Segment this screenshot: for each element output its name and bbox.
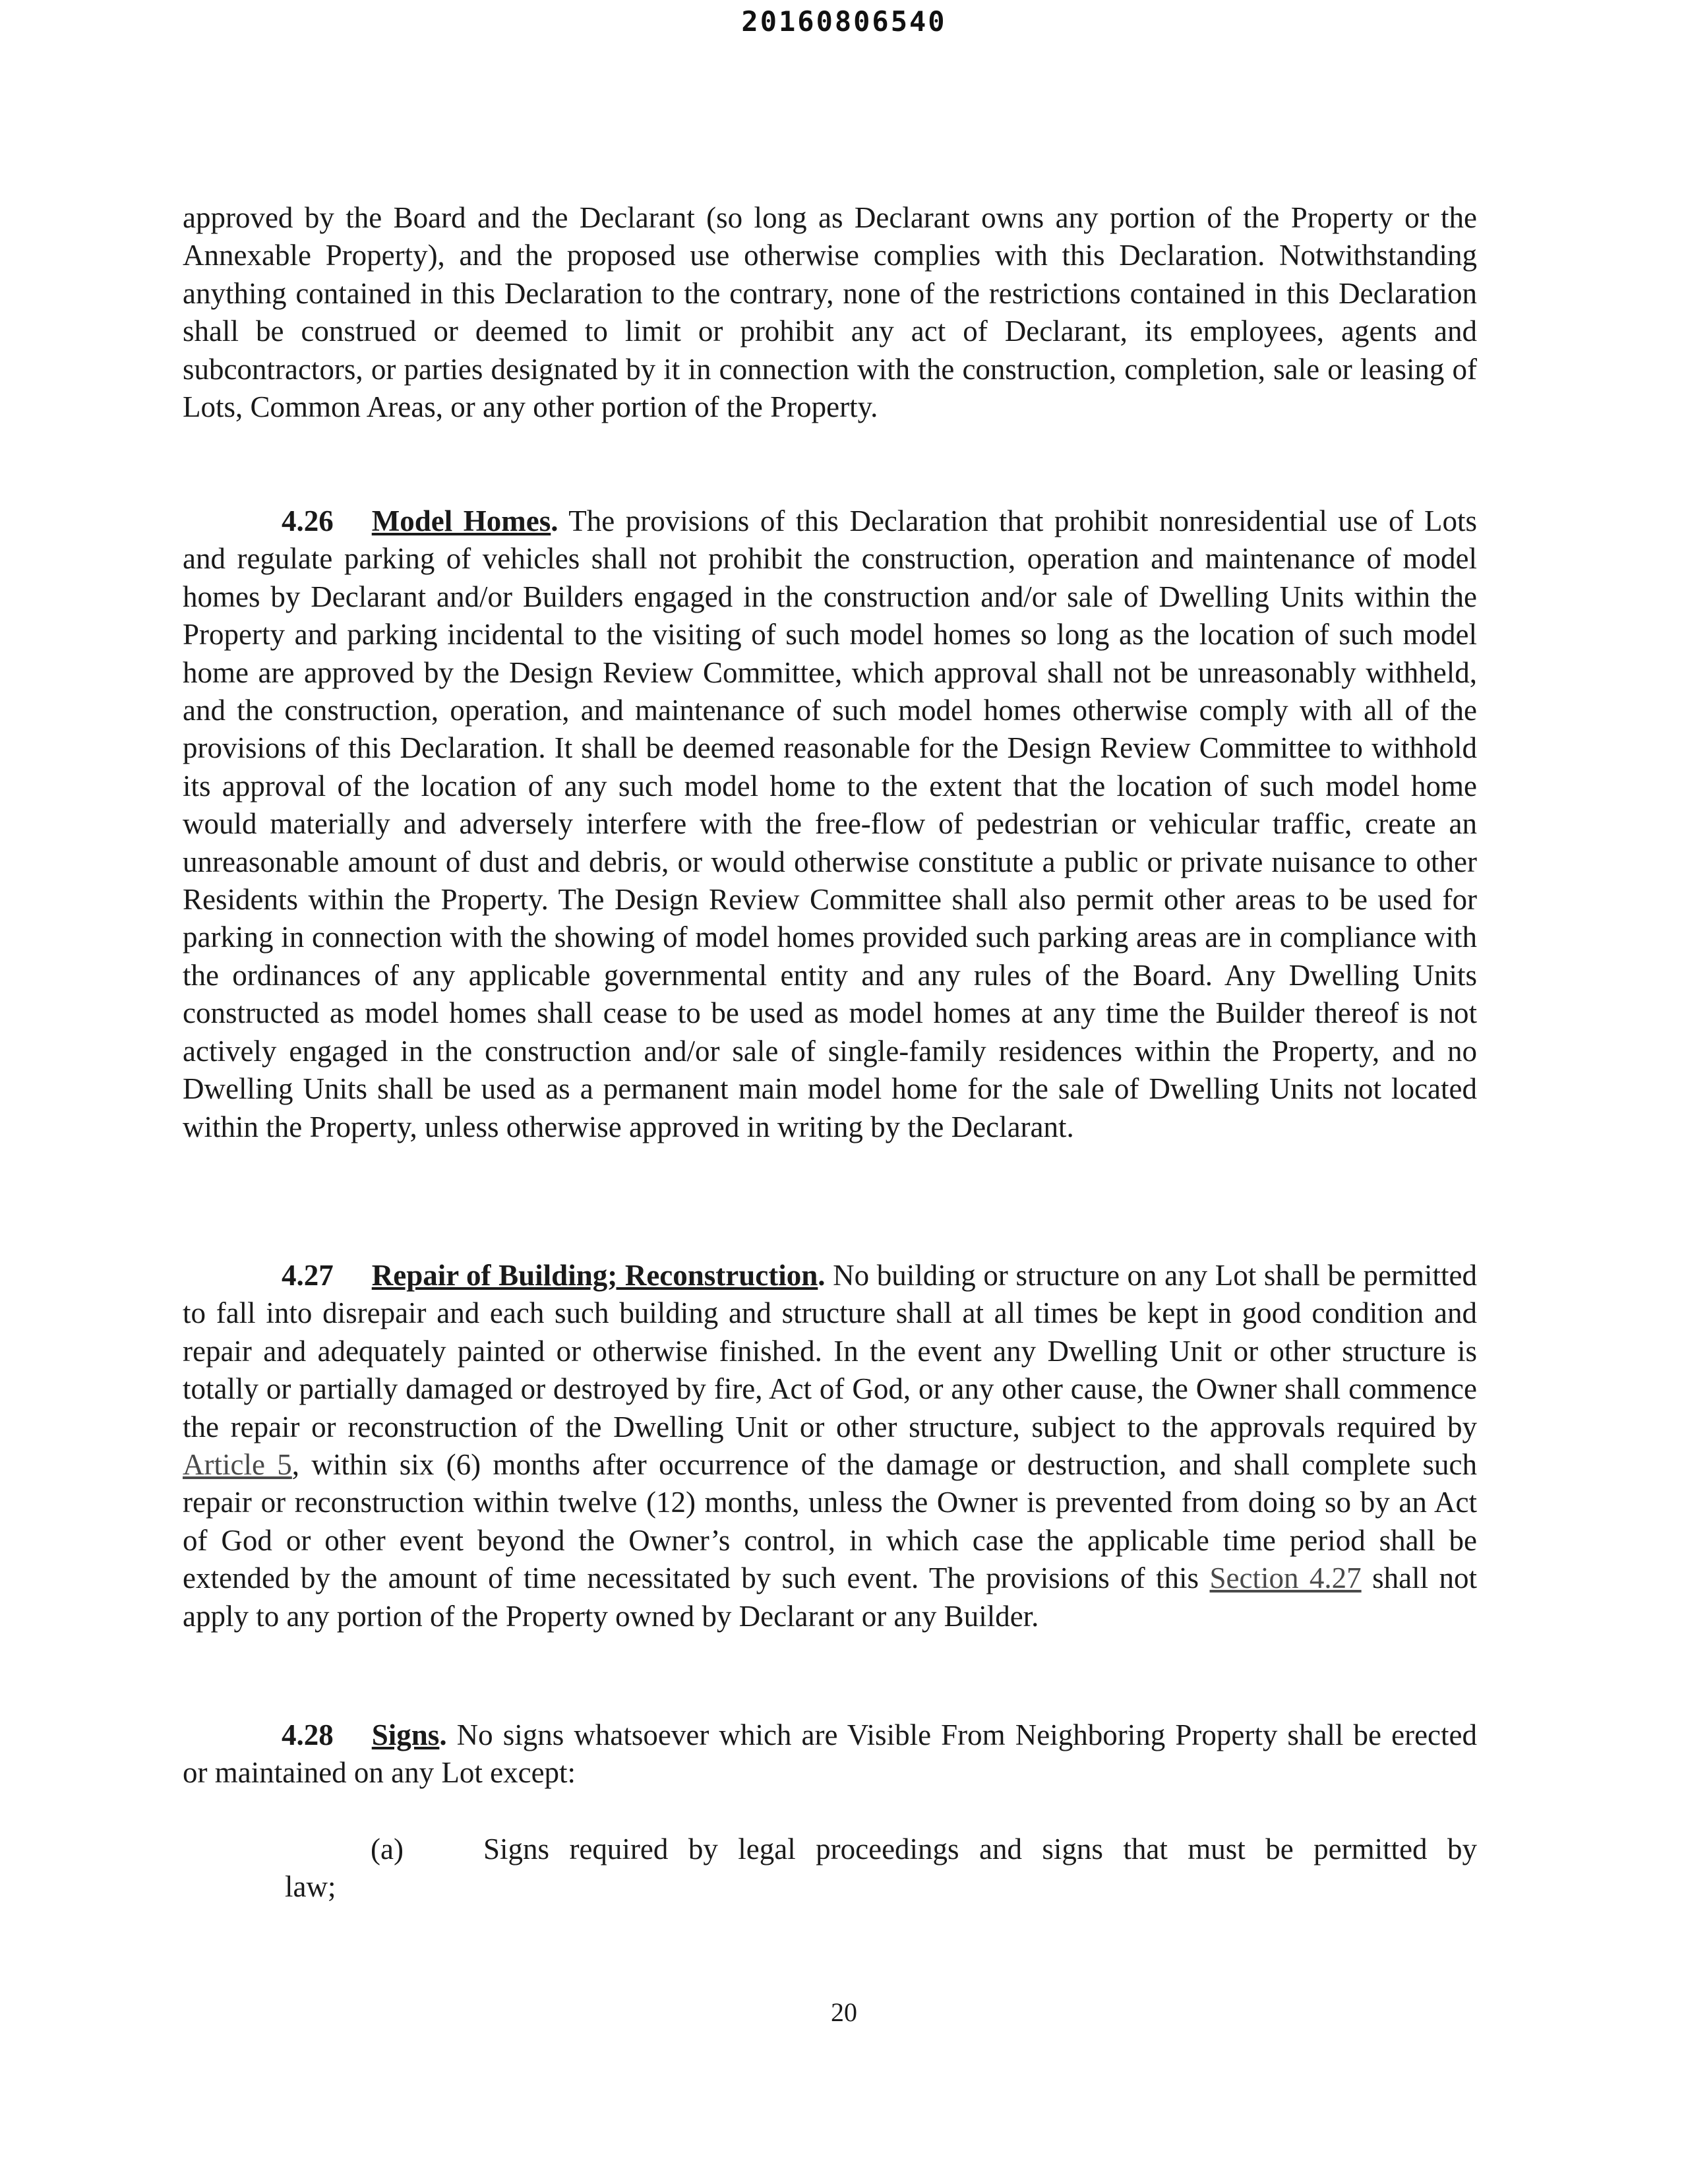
list-item-continuation: law; [285, 1870, 336, 1904]
section-title-punct: . [818, 1259, 826, 1292]
section-title: Model Homes [371, 504, 551, 537]
paragraph-continuation: approved by the Board and the Declarant (so long as Declarant owns any portion of the Property or the Annexable Property), and the proposed use otherwise complies with this Declaration. Notwithstanding anything contained in this Declaration to the contrary, none of the restrictions contained in this Declaration shall be construed or deemed to limit or prohibit any act of Declarant, its employees, agents and subcontractors, or parties designated by it in connection with the construction, completion, sale or leasing of Lots, Common Areas, or any other portion of the Property. [183, 201, 1477, 424]
section-number: 4.27 [282, 1259, 334, 1292]
list-item-text: Signs required by legal proceedings and signs that must be permitted by [483, 1833, 1477, 1866]
section-title-punct: . [439, 1718, 447, 1751]
section-title-punct: . [551, 504, 558, 537]
section-title: Repair of Building; Reconstruction [371, 1259, 818, 1292]
document-number: 20160806540 [741, 5, 947, 38]
section-body: The provisions of this Declaration that prohibit nonresidential use of Lots and regulate parking of vehicles shall not prohibit the construction, operation and maintenance of model homes by Declarant and/or Builders engaged in the construction and/or sale of Dwelling Units within the Property and parking incidental to the visiting of such model homes so long as the location of such model home are approved by the Design Review Committee, which approval shall not be unreasonably withheld, and the construction, operation, and maintenance of such model homes otherwise comply with all of the provisions of this Declaration. It shall be deemed reasonable for the Design Review Committee to withhold its approval of the location of any such model home to the extent that the location of such model home would materially and adversely interfere with the free-flow of pedestrian or vehicular traffic, create an unreasonable amount of dust and debris, or would otherwise constitute a public or private nuisance to other Residents within the Property. The Design Review Committee shall also permit other areas to be used for parking in connection with the showing of model homes provided such parking areas are in compliance with the ordinances of any applicable governmental entity and any rules of the Board. Any Dwelling Units constructed as model homes shall cease to be used as model homes at any time the Builder thereof is not actively engaged in the construction and/or sale of single-family residences within the Property, and no Dwelling Units shall be used as a permanent main model home for the sale of Dwelling Units not located within the Property, unless otherwise approved in writing by the Declarant. [183, 504, 1478, 1143]
section-4-28 [183, 1716, 1477, 1792]
section-body: No building or structure on any Lot shall be permitted to fall into disrepair and each such building and structure shall at all times be kept in good condition and repair and adequately painted or otherwise finished. In the event any Dwelling Unit or other structure is totally or partially damaged or destroyed by fire, Act of God, or any other cause, the Owner shall commence the repair or reconstruction of the Dwelling Unit or other structure, subject to the approvals required by [183, 1259, 1477, 1443]
article-5-link[interactable]: Article 5 [183, 1448, 292, 1482]
page-number: 20 [831, 1997, 857, 2027]
section-body: , within six (6) months after occurrence of the damage or destruction, and shall complete such repair or reconstruction within twelve (12) months, unless the Owner is prevented from doing so by an Act of God or other event beyond the Owner’s control, in which case the applicable time period shall be extended by the amount of time necessitated by such event. The provisions of this [183, 1448, 1477, 1595]
section-4-27 [183, 1257, 1477, 1635]
section-number: 4.26 [282, 504, 334, 537]
section-title: Signs [371, 1718, 440, 1751]
section-body: No signs whatsoever which are Visible From Neighboring Property shall be erected or maintained on any Lot except: [183, 1718, 1477, 1790]
section-4-26 [183, 502, 1477, 1146]
section-number: 4.28 [282, 1718, 334, 1751]
list-item-label: (a) [371, 1833, 404, 1866]
section-body: shall not apply to any portion of the Property owned by Declarant or any Builder. [183, 1562, 1477, 1633]
section-4-27-link[interactable]: Section 4.27 [1209, 1562, 1362, 1595]
